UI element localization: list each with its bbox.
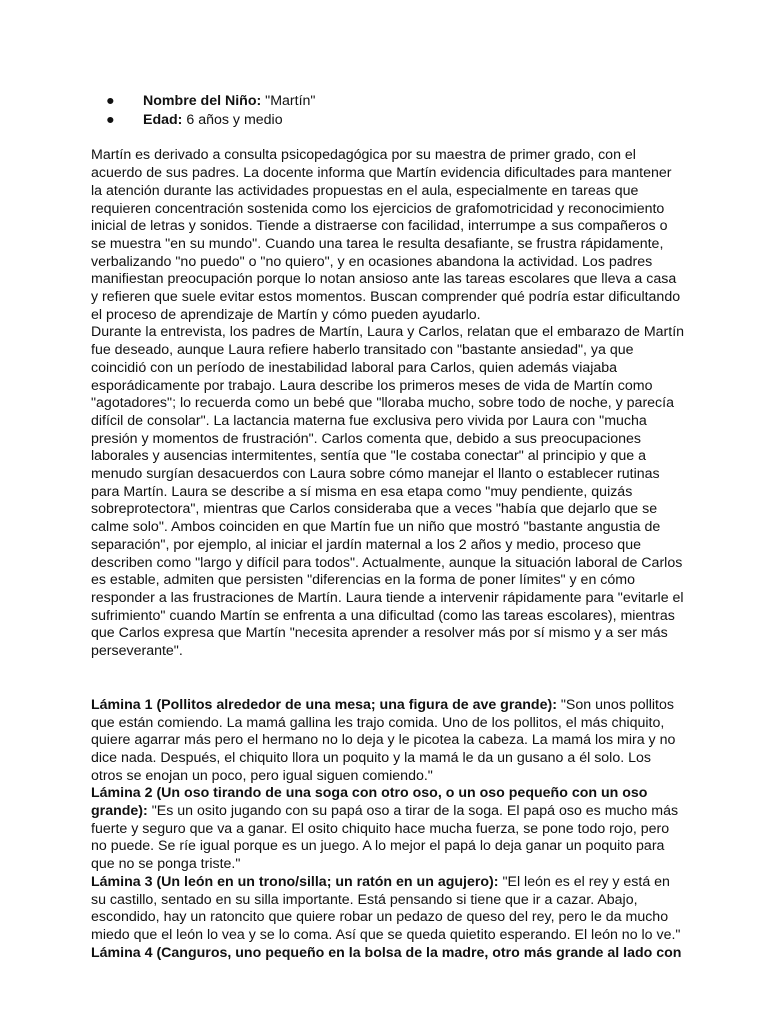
child-name-label: Nombre del Niño: [143,93,262,109]
bullet-icon: ● [106,111,115,128]
lamina-title: Lámina 3 (Un león en un trono/silla; un ratón en un agujero): [91,873,499,890]
child-name-item [106,93,686,111]
lamina-1 [91,697,686,786]
interview-paragraph: Durante la entrevista, los padres de Martín, Laura y Carlos, relatan que el embarazo de Martín fue deseado, aunque Laura refiere haberlo transitado con "bastante ansiedad", ya que coincidió con un período de inestabilidad laboral para Carlos, quien además viajaba esporádicamente por trabajo. Laura describe los primeros meses de vida de Martín como "agotadores"; lo recuerda como un bebé que "lloraba mucho, sobre todo de noche, y parecía difícil de consolar". La lactancia materna fue exclusiva pero vivida por Laura con "mucha presión y momentos de frustración". Carlos comenta que, debido a sus preocupaciones laborales y ausencias intermitentes, sentía que "le costaba conectar" al principio y que a menudo surgían desacuerdos con Laura sobre cómo manejar el llanto o establecer rutinas para Martín. Laura se describe a sí misma en esa etapa como "muy pendiente, quizás sobreprotectora", mientras que Carlos consideraba que a veces "había que dejarlo que se calme solo". Ambos coinciden en que Martín fue un niño que mostró "bastante angustia de separación", por ejemplo, al iniciar el jardín maternal a los 2 años y medio, proceso que describen como "largo y difícil para todos". Actualmente, aunque la situación laboral de Carlos es estable, admiten que persisten "diferencias en la forma de poner límites" y en cómo responder a las frustraciones de Martín. Laura tiende a intervenir rápidamente para "evitarle el sufrimiento" cuando Martín se enfrenta a una dificultad (como las tareas escolares), mientras que Carlos expresa que Martín "necesita aprender a resolver más por sí mismo y a ser más perseverante". [91,324,685,660]
lamina-3 [91,874,686,945]
referral-paragraph: Martín es derivado a consulta psicopedagógica por su maestra de primer grado, con el acuerdo de sus padres. La docente informa que Martín evidencia dificultades para mantener la atención durante las actividades propuestas en el aula, especialmente en tareas que requieren concentración sostenida como los ejercicios de grafomotricidad y reconocimiento inicial de letras y sonidos. Tiende a distraerse con facilidad, interrumpe a sus compañeros o se muestra "en su mundo". Cuando una tarea le resulta desafiante, se frustra rápidamente, verbalizando "no puedo" o "no quiero", y en ocasiones abandona la actividad. Los padres manifiestan preocupación porque lo notan ansioso ante las tareas escolares que lleva a casa y refieren que suele evitar estos momentos. Buscan comprender qué podría estar dificultando el proceso de aprendizaje de Martín y cómo pueden ayudarlo. [91,147,681,323]
lamina-text: "Son unos pollitos que están comiendo. La mamá gallina les trajo comida. Uno de los pollitos, el más chiquito, quiere agarrar más pero el hermano no lo deja y le picotea la cabeza. La mamá los mira y no dice nada. Después, el chiquito llora un poquito y la mamá le da un gusano a él solo. Los otros se enojan un poco, pero igual siguen comiendo." [91,696,676,784]
lamina-title: Lámina 4 (Canguros, uno pequeño en la bolsa de la madre, otro más grande al lado con [91,944,682,961]
child-info-list [91,93,686,129]
lamina-2 [91,785,686,874]
child-age-label: Edad: [143,111,183,128]
child-name-value: "Martín" [261,93,316,109]
lamina-text: "Es un osito jugando con su papá oso a tirar de la soga. El papá oso es mucho más fuerte y seguro que va a ganar. El osito chiquito hace mucha fuerza, se pone todo rojo, pero no puede. Se ríe igual porque es un juego. A lo mejor el papá lo deja ganar un poquito para que no se ponga triste." [91,803,679,873]
lamina-title: Lámina 1 (Pollitos alrededor de una mesa; una figura de ave grande): [91,696,557,713]
document-page [91,93,686,962]
bullet-icon: ● [106,93,115,109]
lamina-title: Lámina 2 (Un oso tirando de una soga con otro oso, o un oso pequeño con un oso grande): [91,785,648,820]
lamina-text: "El león es el rey y está en su castillo, sentado en su silla importante. Está pensando si tiene que ir a cazar. Abajo, escondido, hay un ratoncito que quiere robar un pedazo de queso del rey, pero le da mucho miedo que el león lo vea y se lo coma. Así que se queda quietito esperando. El león no lo ve." [91,873,681,943]
child-age-value: 6 años y medio [182,111,283,128]
child-age-item [106,112,686,130]
lamina-4 [91,945,686,963]
